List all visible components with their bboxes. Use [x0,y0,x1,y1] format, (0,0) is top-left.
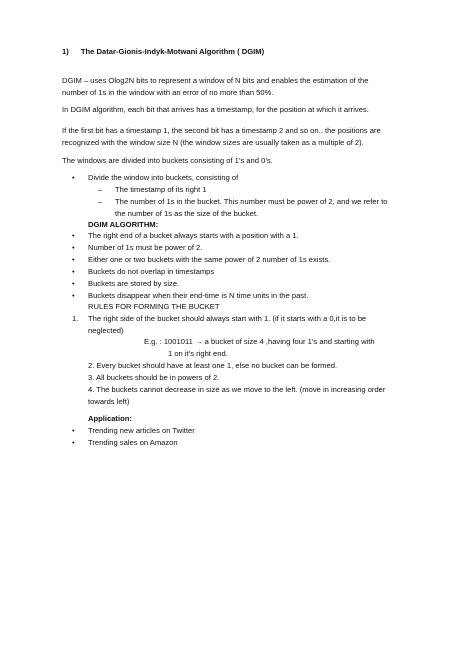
rule-line: 2. Every bucket should have at least one 1, else no bucket can be formed. [88,361,338,370]
sub-list-item: The number of 1s in the bucket. This number must be power of 2, and we refer to [115,197,388,206]
example-line: 1 on it’s right end. [168,349,228,358]
dash-marker: – [98,185,103,194]
bullet-marker: • [72,291,75,300]
section-number: 1) [62,47,69,56]
list-item: Divide the window into buckets, consisting of [88,173,239,182]
paragraph-line: The windows are divided into buckets consisting of 1’s and 0’s. [62,156,273,165]
sub-list-item: the number of 1s as the size of the bucket. [115,209,259,218]
list-item: Buckets are stored by size. [88,279,180,288]
bullet-marker: • [72,231,75,240]
list-item: Trending new articles on Twitter [88,426,195,435]
algorithm-heading: DGIM ALGORITHM: [88,220,159,229]
application-heading: Application: [88,414,132,423]
list-item: Trending sales on Amazon [88,438,178,447]
bullet-marker: • [72,426,75,435]
bullet-marker: • [72,243,75,252]
list-item: The right end of a bucket always starts with a position with a 1. [88,231,299,240]
rule-line: 3. All buckets should be in powers of 2. [88,373,220,382]
bullet-marker: • [72,279,75,288]
bullet-marker: • [72,173,75,182]
bullet-marker: • [72,438,75,447]
section-title: The Datar-Gionis-Indyk-Motwani Algorithm ( DGIM) [80,47,265,56]
bullet-marker: • [72,267,75,276]
rule-line: The right side of the bucket should always start with 1. (if it starts with a 0,it is to be [88,314,367,323]
list-item: Number of 1s must be power of 2. [88,243,203,252]
list-item: Buckets do not overlap in timestamps [88,267,215,276]
paragraph-line: recognized with the window size N (the window sizes are usually taken as a multiple of 2). [62,138,364,147]
paragraph-line: DGIM – uses Olog2N bits to represent a window of N bits and enables the estimation of the [62,76,369,85]
section-heading [62,47,264,56]
paragraph-line: If the first bit has a timestamp 1, the second bit has a timestamp 2 and so on.. the positions are [62,126,381,135]
paragraph-line: number of 1s in the window with an error of no more than 50%. [62,88,274,97]
rules-heading: RULES FOR FORMING THE BUCKET [88,302,220,311]
rule-number: 1. [72,314,79,323]
paragraph-line: In DGIM algorithm, each bit that arrives has a timestamp, for the position at which it arrives. [62,105,369,114]
example-line: E.g. : 1001011 → a bucket of size 4 ,having four 1’s and starting with [144,337,375,346]
dash-marker: – [98,197,103,206]
rule-line: neglected) [88,326,124,335]
list-item: Buckets disappear when their end-time is N time units in the past. [88,291,309,300]
rule-line: towards left) [88,397,130,406]
sub-list-item: The timestamp of its right 1 [115,185,207,194]
list-item: Either one or two buckets with the same power of 2 number of 1s exists. [88,255,331,264]
bullet-marker: • [72,255,75,264]
rule-line: 4. The buckets cannot decrease in size as we move to the left. (move in increasing order [88,385,386,394]
